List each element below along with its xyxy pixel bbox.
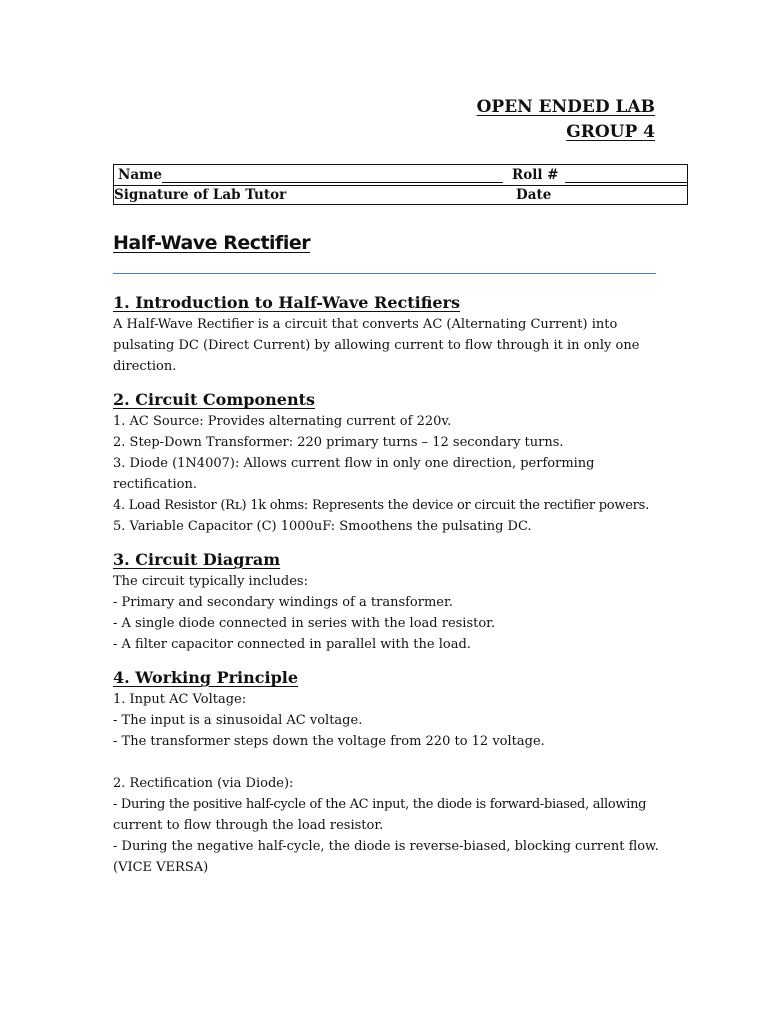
date-label: Date: [516, 187, 552, 203]
section-heading-components: 2. Circuit Components: [113, 390, 315, 409]
signature-label: Signature of Lab Tutor: [114, 187, 287, 203]
introduction-paragraph: A Half-Wave Rectifier is a circuit that converts AC (Alternating Current) into pulsating DC (Direct Current) by allowing current to flow through it in only one direction.: [113, 317, 640, 374]
student-info-table: [113, 164, 688, 205]
principle-line: - During the negative half-cycle, the diode is reverse-biased, blocking current flow.: [113, 839, 659, 854]
info-row-signature: [114, 185, 687, 205]
roll-label: Roll #: [512, 167, 559, 183]
name-field-line: [162, 182, 503, 183]
component-line: 2. Step-Down Transformer: 220 primary turns – 12 secondary turns.: [113, 435, 564, 450]
roll-field-line: [565, 182, 687, 183]
section-heading-working-principle: 4. Working Principle: [113, 668, 299, 687]
principle-line: current to flow through the load resistor.: [113, 818, 384, 833]
group-label: GROUP 4: [566, 122, 655, 142]
section-heading-circuit-diagram: 3. Circuit Diagram: [113, 550, 281, 569]
component-line: 4. Load Resistor (Rʟ) 1k ohms: Represents the device or circuit the rectifier powers.: [113, 498, 649, 513]
diagram-line: The circuit typically includes:: [113, 574, 308, 589]
component-line: 3. Diode (1N4007): Allows current flow in only one direction, performing: [113, 456, 595, 471]
principle-line: - During the positive half-cycle of the AC input, the diode is forward-biased, allowing: [113, 797, 647, 812]
principle-line: - The transformer steps down the voltage from 220 to 12 voltage.: [113, 734, 545, 749]
principle-line: 2. Rectification (via Diode):: [113, 776, 294, 791]
lab-header: [477, 95, 655, 145]
lab-title: OPEN ENDED LAB: [476, 97, 655, 117]
diagram-line: - Primary and secondary windings of a transformer.: [113, 595, 453, 610]
diagram-line: - A filter capacitor connected in parallel with the load.: [113, 637, 471, 652]
title-divider: [113, 273, 656, 274]
name-label: Name: [118, 167, 162, 183]
principle-line: - The input is a sinusoidal AC voltage.: [113, 713, 363, 728]
principle-line: 1. Input AC Voltage:: [113, 692, 247, 707]
document-title: Half-Wave Rectifier: [113, 232, 311, 254]
component-line: 5. Variable Capacitor (C) 1000uF: Smoothens the pulsating DC.: [113, 519, 532, 534]
info-row-name: [114, 165, 687, 186]
section-heading-introduction: 1. Introduction to Half-Wave Rectifiers: [113, 293, 460, 312]
component-line: rectification.: [113, 477, 197, 492]
document-body: [113, 292, 658, 878]
diagram-line: - A single diode connected in series with the load resistor.: [113, 616, 496, 631]
component-line: 1. AC Source: Provides alternating current of 220v.: [113, 414, 452, 429]
principle-line: (VICE VERSA): [113, 860, 209, 875]
